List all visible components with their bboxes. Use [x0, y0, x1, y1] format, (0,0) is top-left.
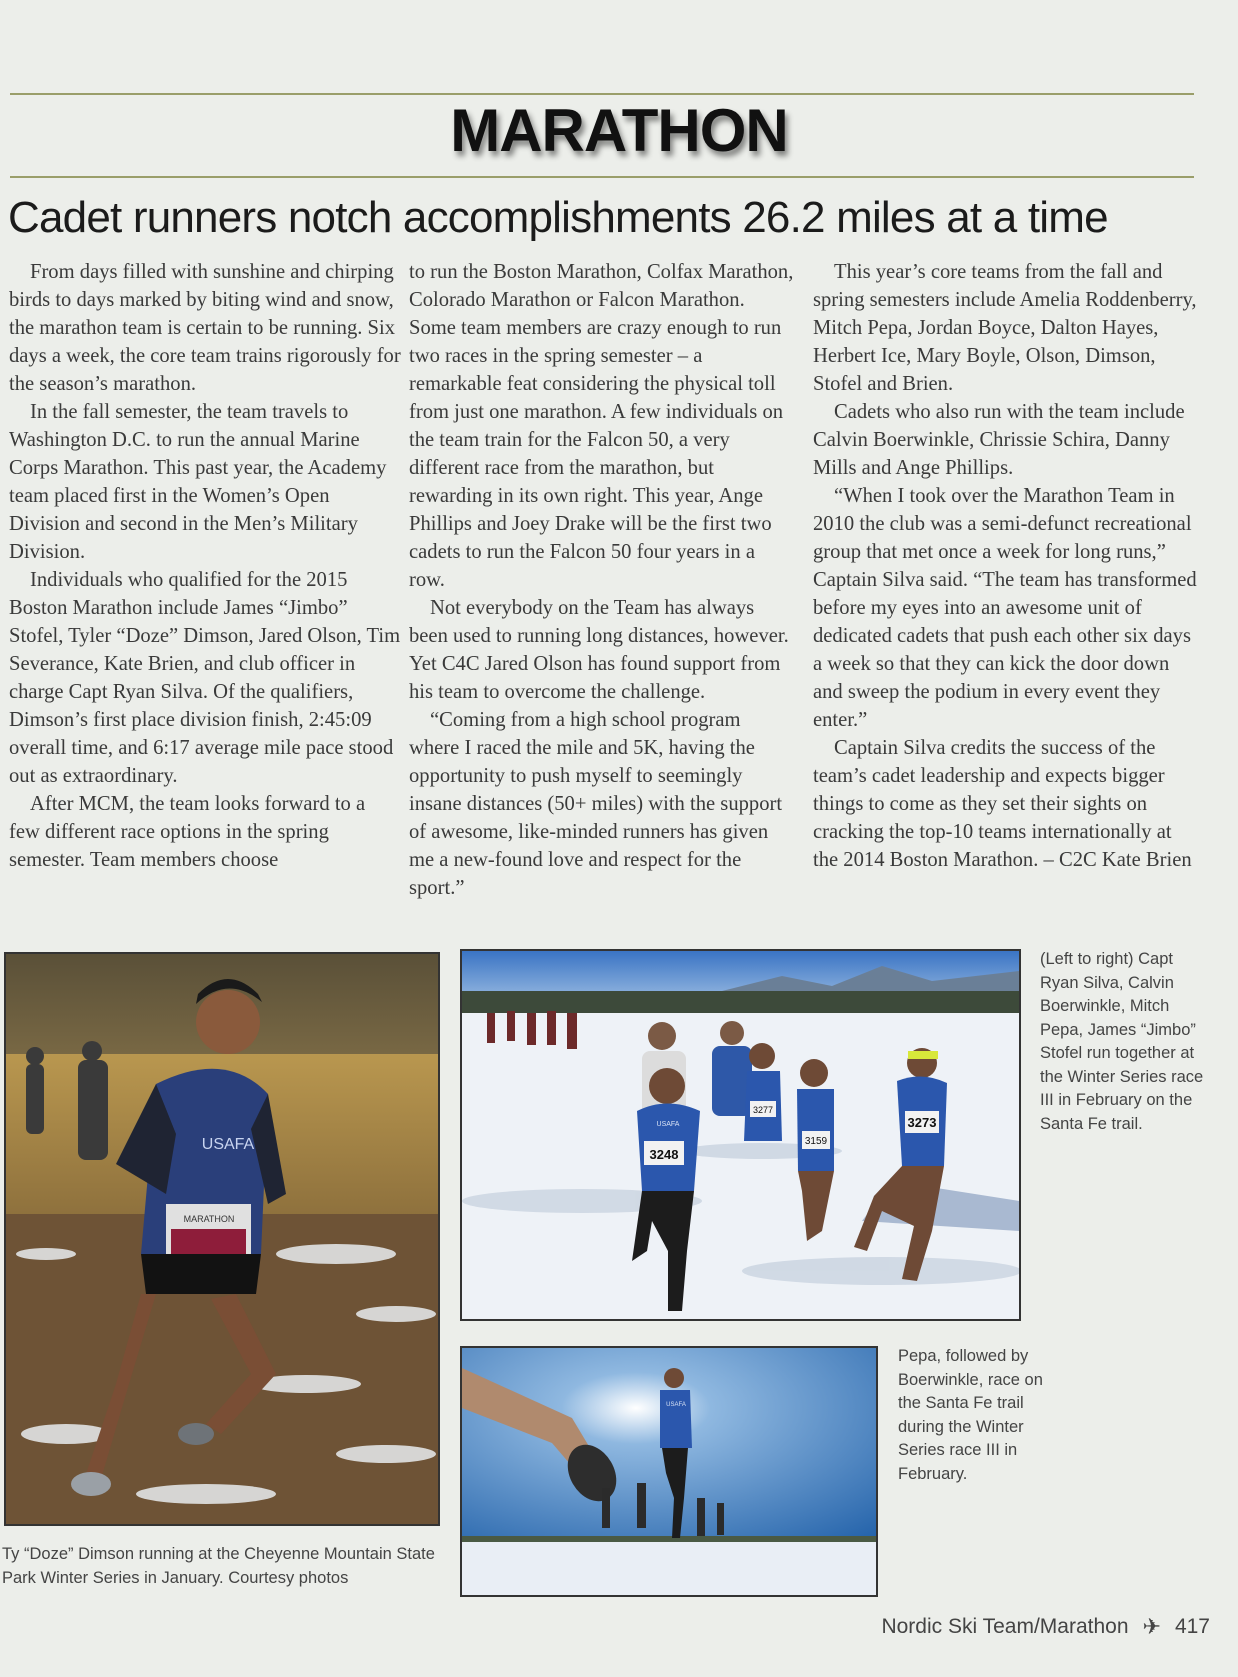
column-1 [9, 258, 401, 874]
paragraph: Captain Silva credits the success of the team’s cadet leadership and expects bigger things to come as they set their sights on cracking the top-10 teams internationally at the 2014 Boston Marathon. – C2C Kate Brien [813, 737, 1192, 871]
bottom-rule [10, 176, 1194, 178]
headline: Cadet runners notch accomplishments 26.2 miles at a time [8, 193, 1108, 242]
photo-dimson-art [6, 954, 438, 1524]
bib-number: 3248 [649, 1147, 679, 1162]
photo-dimson-running [4, 952, 440, 1526]
top-rule [10, 93, 1194, 95]
paragraph: Individuals who qualified for the 2015 Boston Marathon include James “Jimbo” Stofel, Tyler “Doze” Dimson, Jared Olson, Tim Severance, Kate Brien, and club officer in charge Capt Ryan Silva. Of the qualifiers, Dimson’s first place division finish, 2:45:09 overall time, and 6:17 average mile pace stood out as extraordinary. [9, 569, 401, 787]
column-2 [409, 258, 794, 902]
caption-dimson-photo: Ty “Doze” Dimson running at the Cheyenne Mountain State Park Winter Series in January. Courtesy photos [2, 1545, 435, 1587]
paragraph-continued: to run the Boston Marathon, Colfax Marathon, Colorado Marathon or Falcon Marathon. Some team members are crazy enough to run two races in the spring semester – a remarkable feat considering the physical toll from just one marathon. A few individuals on the team train for the Falcon 50, a very different race from the marathon, but rewarding in its own right. This year, Ange Phillips and Joey Drake will be the first two cadets to run the Falcon 50 four years in a row. [409, 261, 794, 591]
page-footer [881, 1614, 1210, 1640]
caption-group-photo: (Left to right) Capt Ryan Silva, Calvin Boerwinkle, Mitch Pepa, James “Jimbo” Stofel run together at the Winter Series race III in February on the Santa Fe trail. [1040, 950, 1204, 1133]
page-number: 417 [1174, 1615, 1210, 1638]
paragraph: After MCM, the team looks forward to a few different race options in the spring semester. Team members choose [9, 793, 366, 871]
paragraph: In the fall semester, the team travels to Washington D.C. to run the annual Marine Corps Marathon. This past year, the Academy team placed first in the Women’s Open Division and second in the Men’s Military Division. [9, 401, 387, 563]
footer-section: Nordic Ski Team/Marathon [881, 1615, 1129, 1638]
bib-number: 3277 [752, 1105, 774, 1115]
photo-group-art [462, 951, 1019, 1319]
paragraph: This year’s core teams from the fall and spring semesters include Amelia Roddenberry, Mitch Pepa, Jordan Boyce, Dalton Hayes, Herbert Ice, Mary Boyle, Olson, Dimson, Stofel and Brien. [813, 261, 1197, 395]
paragraph: From days filled with sunshine and chirping birds to days marked by biting wind and snow, the marathon team is certain to be running. Six days a week, the core team trains rigorously for the season’s marathon. [9, 261, 401, 395]
airplane-icon: ✈ [1142, 1614, 1161, 1639]
column-3 [813, 258, 1198, 874]
shirt-text: USAFA [201, 1136, 255, 1153]
bib-number: 3159 [804, 1136, 828, 1147]
bib-text: MARATHON [183, 1214, 235, 1224]
shirt-text: USAFA [656, 1121, 680, 1128]
paragraph: Cadets who also run with the team include Calvin Boerwinkle, Chrissie Schira, Danny Mills and Ange Phillips. [813, 401, 1185, 479]
photo-pepa-low-angle [460, 1346, 878, 1597]
photo-group-snow-trail [460, 949, 1021, 1321]
shirt-text: USAFA [666, 1402, 686, 1408]
paragraph: Not everybody on the Team has always been used to running long distances, however. Yet C4C Jared Olson has found support from his team to overcome the challenge. [409, 597, 789, 703]
section-title: MARATHON [450, 97, 788, 164]
bib-number: 3273 [907, 1115, 937, 1130]
paragraph: “When I took over the Marathon Team in 2010 the club was a semi-defunct recreational group that met once a week for long runs,” Captain Silva said. “The team has transformed before my eyes into an awesome unit of dedicated cadets that push each other six days a week so that they can kick the door down and sweep the podium in every event they enter.” [813, 485, 1197, 731]
photo-pepa-art [462, 1348, 876, 1595]
caption-pepa-photo: Pepa, followed by Boerwinkle, race on the Santa Fe trail during the Winter Series race III in February. [898, 1347, 1043, 1483]
paragraph: “Coming from a high school program where I raced the mile and 5K, having the opportunity to push myself to seemingly insane distances (50+ miles) with the support of awesome, like-minded runners has given me a new-found love and respect for the sport.” [409, 709, 783, 899]
